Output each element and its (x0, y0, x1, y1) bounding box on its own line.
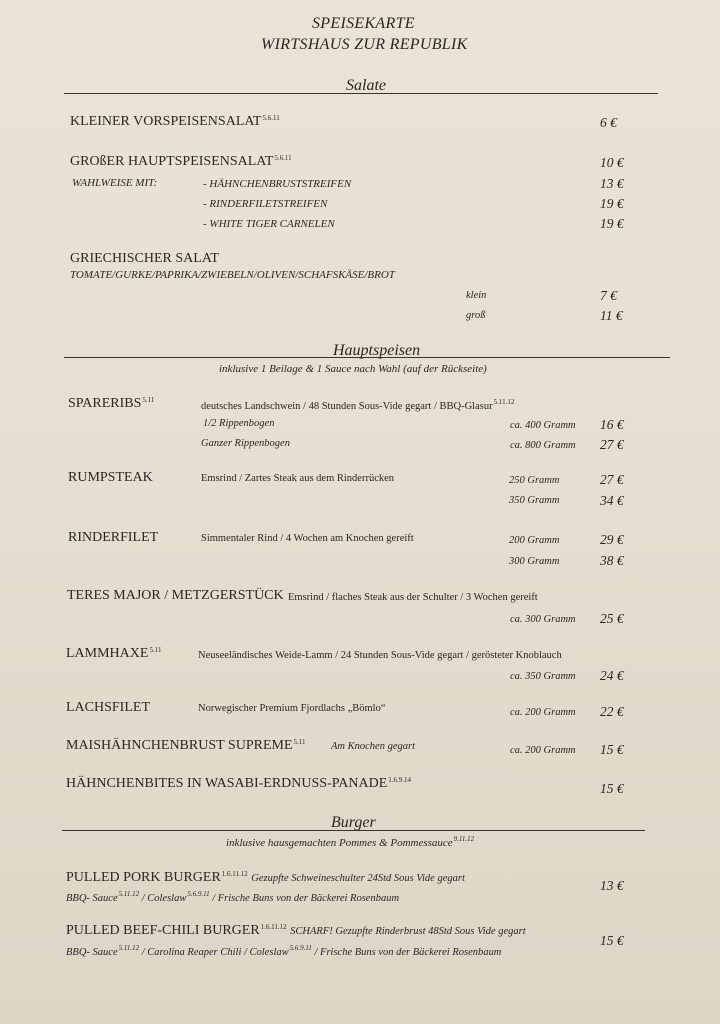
size-gross: groß (466, 310, 486, 321)
menu-title: SPEISEKARTE (312, 15, 415, 32)
price-rinderfilet-300: 38 € (600, 553, 624, 568)
maishaehnchenbrust-desc: Am Knochen gegart (331, 741, 415, 752)
spareribs-half-weight: ca. 400 Gramm (510, 420, 576, 431)
maishaehnchenbrust-weight: ca. 200 Gramm (510, 745, 576, 756)
griechischer-salat-desc: TOMATE/GURKE/PAPRIKA/ZWIEBELN/OLIVEN/SCHAFSKÄSE/BROT (70, 269, 395, 281)
pulled-beef-chili-burger-desc: BBQ- Sauce$^{5.11.12}$ / Carolina Reaper Chili / Coleslaw$^{5.6.9.11}$ / Frische Buns von der Bäckerei Rosenbaum (66, 944, 502, 958)
price-rumpsteak-350: 34 € (600, 493, 624, 508)
teres-major-desc: Emsrind / flaches Steak aus der Schulter / 3 Wochen gereift (288, 592, 538, 603)
burger-subtitle: inklusive hausgemachten Pommes & Pommessauce$^{9.11.12}$ (226, 835, 475, 849)
rinderfilet-desc: Simmentaler Rind / 4 Wochen am Knochen gereift (201, 533, 414, 544)
dish-pulled-beef-chili-burger: PULLED BEEF-CHILI $BURGER^{1.6.11.12}$ SCHARF! Gezupfte Rinderbrust 48Std Sous Vide gegart (66, 923, 526, 938)
lammhaxe-desc: Neuseeländisches Weide-Lamm / 24 Stunden Sous-Vide gegart / gerösteter Knoblauch (198, 650, 562, 661)
hauptspeisen-subtitle: inklusive 1 Beilage & 1 Sauce nach Wahl (auf der Rückseite) (219, 363, 487, 375)
dish-kleiner-vorspeisensalat: KLEINER $VORSPEISENSALAT^{5.6.11}$ (70, 114, 280, 129)
price-spareribs-full: 27 € (600, 437, 624, 452)
dish-rumpsteak: RUMPSTEAK (68, 470, 153, 485)
price-option-haehnchen: 13 € (600, 176, 624, 191)
dish-grosser-hauptspeisensalat: GROßER $HAUPTSPEISENSALAT^{5.6.11}$ (70, 154, 292, 169)
price-pulled-beef-chili-burger: 15 € (600, 933, 624, 948)
dish-maishaehnchenbrust: MAISHÄHNCHENBRUST $SUPREME^{5.11}$ (66, 738, 306, 753)
price-rumpsteak-250: 27 € (600, 472, 624, 487)
section-heading-salate: Salate (346, 77, 386, 94)
dish-griechischer-salat: GRIECHISCHER SALAT (70, 251, 219, 266)
spareribs-full-weight: ca. 800 Gramm (510, 440, 576, 451)
rumpsteak-350-weight: 350 Gramm (509, 495, 560, 506)
section-heading-burger: Burger (331, 814, 376, 831)
price-grosser-hauptspeisensalat: 10 € (600, 155, 624, 170)
price-lachsfilet: 22 € (600, 704, 624, 719)
rinderfilet-300-weight: 300 Gramm (509, 556, 560, 567)
price-kleiner-vorspeisensalat: 6 € (600, 115, 617, 130)
size-klein: klein (466, 290, 487, 301)
price-teres-major: 25 € (600, 611, 624, 626)
price-spareribs-half: 16 € (600, 417, 624, 432)
teres-major-weight: ca. 300 Gramm (510, 614, 576, 625)
price-gross: 11 € (600, 308, 623, 323)
dish-lammhaxe: $LAMMHAXE^{5.11}$ (66, 646, 162, 661)
restaurant-name: WIRTSHAUS ZUR REPUBLIK (261, 36, 468, 53)
price-haehnchenbites: 15 € (600, 781, 624, 796)
dish-pulled-pork-burger: PULLED PORK $BURGER^{1.6.11.12}$ Gezupfte Schweineschulter 24Std Sous Vide gegart (66, 870, 465, 885)
rumpsteak-250-weight: 250 Gramm (509, 475, 560, 486)
price-option-rinderfilet: 19 € (600, 196, 624, 211)
price-pulled-pork-burger: 13 € (600, 878, 624, 893)
option-rinderfiletstreifen: - RINDERFILETSTREIFEN (203, 198, 328, 210)
option-white-tiger: - WHITE TIGER CARNELEN (203, 218, 335, 230)
spareribs-full: Ganzer Rippenbogen (201, 438, 290, 449)
price-rinderfilet-200: 29 € (600, 532, 624, 547)
lammhaxe-weight: ca. 350 Gramm (510, 671, 576, 682)
spareribs-desc: deutsches Landschwein / 48 Stunden Sous-Vide gegart / BBQ-Glasur$^{5.11.12}$ (201, 398, 515, 412)
price-klein: 7 € (600, 288, 617, 303)
price-maishaehnchenbrust: 15 € (600, 742, 624, 757)
dish-rinderfilet: RINDERFILET (68, 530, 159, 545)
price-lammhaxe: 24 € (600, 668, 624, 683)
dish-teres-major: TERES MAJOR / METZGERSTÜCK (67, 588, 284, 603)
dish-spareribs: $SPARERIBS^{5.11}$ (68, 396, 155, 411)
price-option-white-tiger: 19 € (600, 216, 624, 231)
dish-lachsfilet: LACHSFILET (66, 700, 150, 715)
rinderfilet-200-weight: 200 Gramm (509, 535, 560, 546)
lachsfilet-desc: Norwegischer Premium Fjordlachs „Bömlo“ (198, 703, 386, 714)
section-heading-hauptspeisen: Hauptspeisen (333, 342, 421, 359)
option-haehnchenbruststreifen: - HÄHNCHENBRUSTSTREIFEN (203, 178, 352, 190)
pulled-pork-burger-desc: BBQ- Sauce$^{5.11.12}$ / Coleslaw$^{5.6.9.11}$ / Frische Buns von der Bäckerei Rosenbaum (66, 890, 400, 904)
dish-haehnchenbites: HÄHNCHENBITES IN WASABI-$ERDNUSS-PANADE^{1.6.9.14}$ (66, 776, 411, 791)
wahlweise-label: WAHLWEISE MIT: (72, 177, 158, 189)
spareribs-half: 1/2 Rippenbogen (203, 418, 275, 429)
lachsfilet-weight: ca. 200 Gramm (510, 707, 576, 718)
rumpsteak-desc: Emsrind / Zartes Steak aus dem Rinderrücken (201, 473, 395, 484)
